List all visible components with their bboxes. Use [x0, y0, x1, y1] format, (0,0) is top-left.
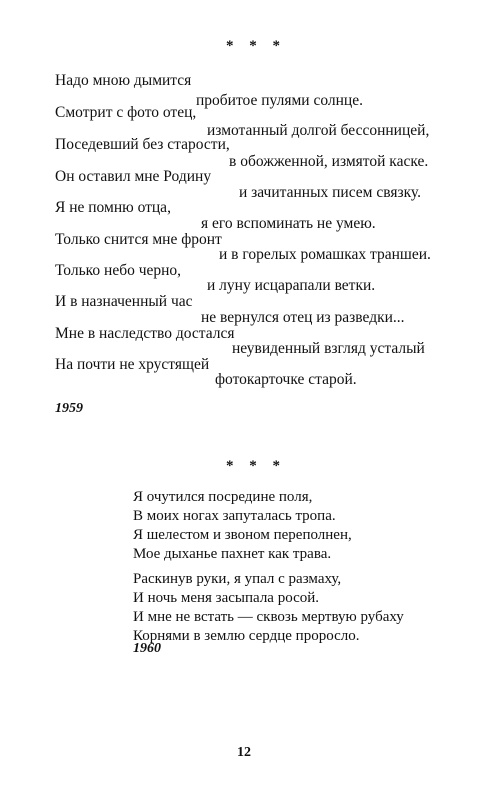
poem1-line-1: Надо мною дымится — [55, 72, 192, 89]
poem1-line-19: На почти не хрустящей — [55, 356, 210, 373]
poem1-line-20: фотокарточке старой. — [215, 371, 357, 388]
poem1-line-13: Только небо черно, — [55, 262, 182, 279]
poem1-line-5: Поседевший без старости, — [55, 136, 230, 153]
poem1-year: 1959 — [55, 401, 83, 416]
poem2-line-8: Корнями в землю сердце проросло. — [133, 628, 360, 644]
poem2-line-6: И ночь меня засыпала росой. — [133, 590, 320, 606]
poem1-line-2: пробитое пулями солнце. — [196, 92, 363, 109]
page-number: 12 — [237, 745, 251, 760]
poem1-line-4: измотанный долгой бессонницей, — [207, 122, 430, 139]
poem1-line-18: неувиденный взгляд усталый — [232, 340, 425, 357]
poem1-line-6: в обожженной, измятой каске. — [229, 153, 429, 170]
poem2-separator: * * * — [226, 458, 286, 474]
poem1-line-17: Мне в наследство достался — [55, 325, 235, 342]
poem1-line-14: и луну исцарапали ветки. — [207, 277, 376, 294]
poem1-line-12: и в горелых ромашках траншеи. — [219, 246, 431, 263]
poem1-separator: * * * — [226, 38, 286, 54]
poem1-line-8: и зачитанных писем связку. — [239, 184, 421, 201]
poem1-line-9: Я не помню отца, — [55, 199, 171, 216]
poem2-line-4: Мое дыханье пахнет как трава. — [133, 546, 332, 562]
poem2-line-5: Раскинув руки, я упал с размаху, — [133, 571, 342, 587]
poem1-line-11: Только снится мне фронт — [55, 231, 222, 248]
poem1-line-10: я его вспоминать не умею. — [201, 215, 376, 232]
poem1-line-15: И в назначенный час — [55, 293, 193, 310]
poem2-line-3: Я шелестом и звоном переполнен, — [133, 527, 352, 543]
poem1-line-3: Смотрит с фото отец, — [55, 104, 197, 121]
poem2-line-7: И мне не встать — сквозь мертвую рубаху — [133, 609, 404, 625]
poem2-year: 1960 — [133, 641, 161, 656]
poem2-line-2: В моих ногах запуталась тропа. — [133, 508, 336, 524]
poem1-line-16: не вернулся отец из разведки... — [201, 309, 405, 326]
poem1-line-7: Он оставил мне Родину — [55, 168, 212, 185]
poem2-line-1: Я очутился посредине поля, — [133, 489, 313, 505]
